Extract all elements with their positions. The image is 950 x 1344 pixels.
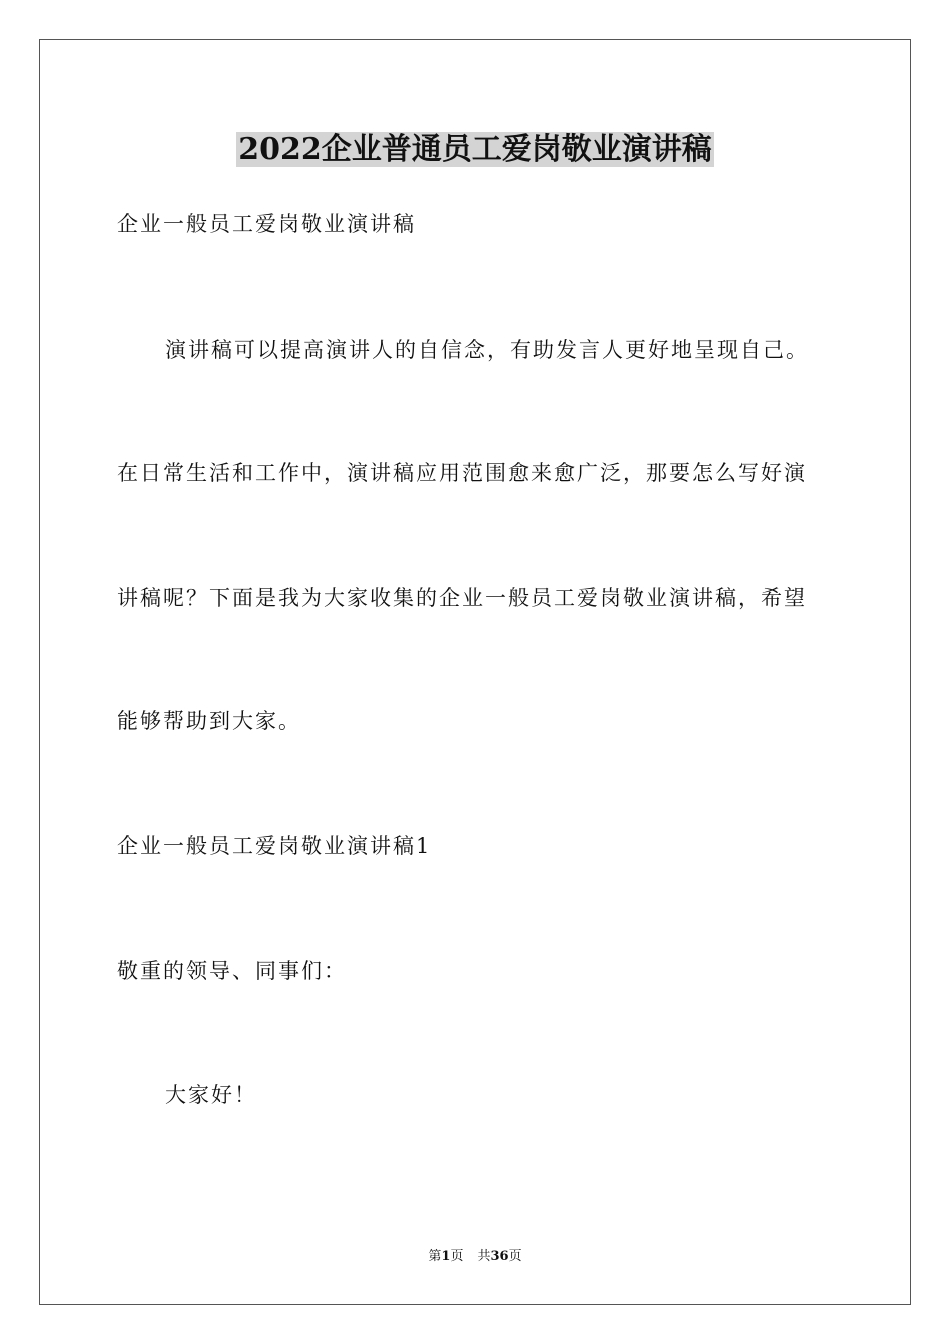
subtitle-line: 企业一般员工爱岗敬业演讲稿 [117, 212, 416, 236]
document-title-text: 2022企业普通员工爱岗敬业演讲稿 [238, 132, 712, 167]
document-title [0, 128, 950, 172]
paragraph-line: 能够帮助到大家。 [117, 709, 301, 733]
greeting-line: 大家好！ [165, 1083, 257, 1107]
footer-page-suffix: 页 [450, 1249, 464, 1264]
footer-total-pages: 36 [490, 1249, 509, 1264]
page-footer [0, 1248, 950, 1266]
salutation-line: 敬重的领导、同事们： [117, 959, 347, 983]
footer-page-prefix: 第 [428, 1249, 442, 1264]
footer-total-suffix: 页 [508, 1249, 522, 1264]
paragraph-line: 讲稿呢？下面是我为大家收集的企业一般员工爱岗敬业演讲稿，希望 [117, 586, 807, 610]
section-heading: 企业一般员工爱岗敬业演讲稿1 [117, 834, 432, 858]
paragraph-line: 演讲稿可以提高演讲人的自信念，有助发言人更好地呈现自己。 [165, 338, 809, 362]
paragraph-line: 在日常生活和工作中，演讲稿应用范围愈来愈广泛，那要怎么写好演 [117, 461, 807, 485]
footer-total-prefix: 共 [477, 1249, 491, 1264]
footer-page-number: 1 [441, 1249, 451, 1264]
